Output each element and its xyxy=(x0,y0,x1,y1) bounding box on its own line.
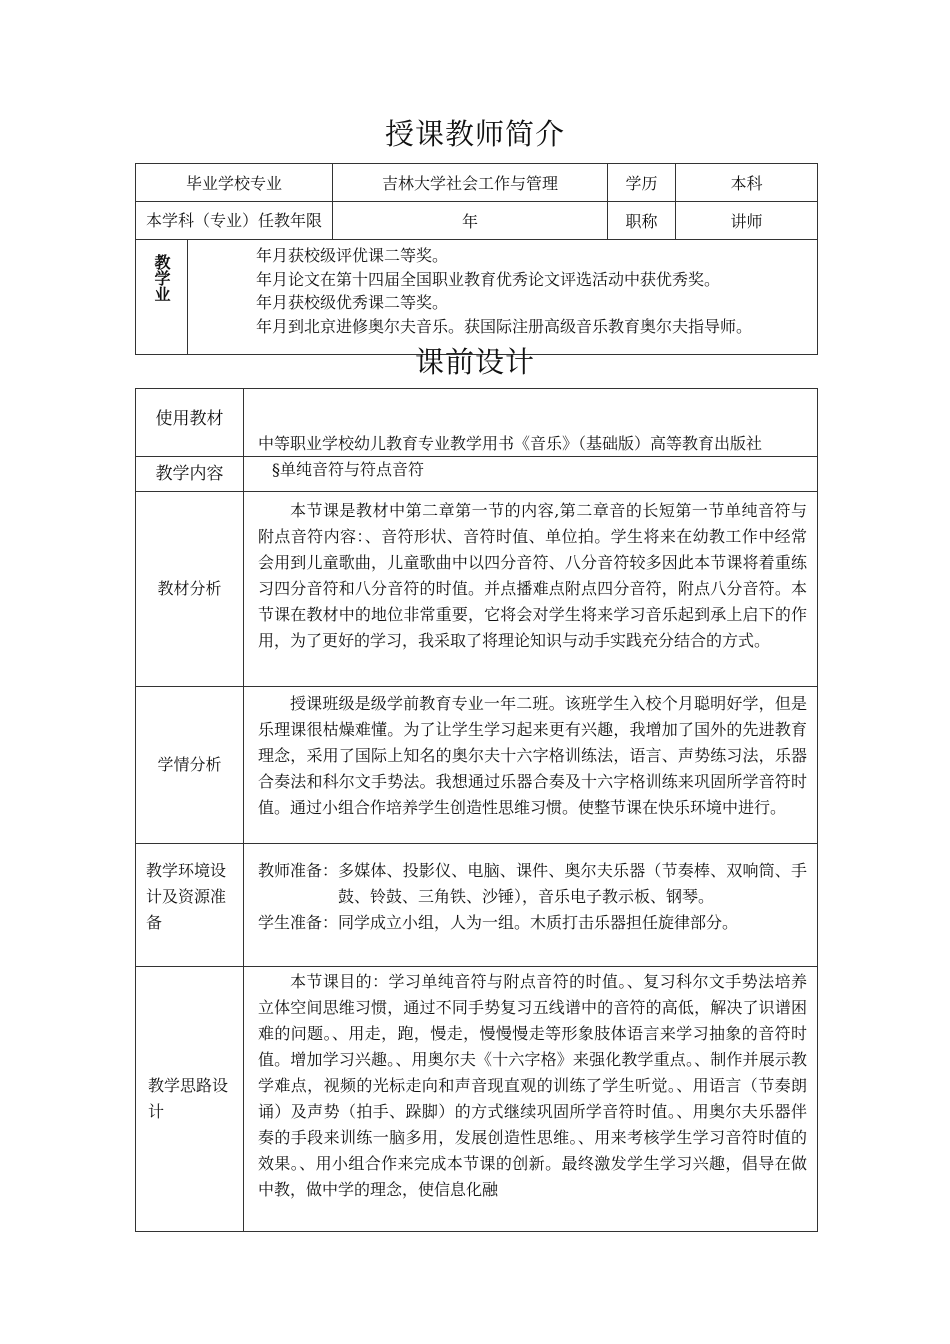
teaching-idea-label: 教学思路设计 xyxy=(136,967,244,1232)
award-item: 年月获校级优秀课二等奖。 xyxy=(256,293,449,312)
student-analysis-text: 授课班级是级学前教育专业一年二班。该班学生入校个月聪明好学，但是乐理课很枯燥难懂。为了让学生学习起来更有兴趣，我增加了国外的先进教育理念，采用了国际上知名的奥尔夫十六字格训练法，语言、声势练习法，乐器合奏法和科尔文手势法。我想通过乐器合奏及十六字格训练来巩固所学音符时值。通过小组合作培养学生创造性思维习惯。使整节课在快乐环境中进行。 xyxy=(244,687,818,844)
material-analysis-text: 本节课是教材中第二章第一节的内容,第二章音的长短第一节单纯音符与附点音符内容：、音符形状、音符时值、单位拍。学生将来在幼教工作中经常会用到儿童歌曲，儿童歌曲中以四分音符、八分音符较多因此本节课将着重练习四分音符和八分音符的时值。并点播难点附点四分音符，附点八分音符。本节课在教材中的地位非常重要，它将会对学生将来学习音乐起到承上启下的作用，为了更好的学习，我采取了将理论知识与动手实践充分结合的方式。 xyxy=(244,492,818,687)
student-prep xyxy=(258,910,807,936)
lesson-design-table xyxy=(135,388,818,1232)
teacher-intro-table xyxy=(135,163,818,355)
award-item: 年月到北京进修奥尔夫音乐。获国际注册高级音乐教育奥尔夫指导师。 xyxy=(256,316,753,336)
textbook-value: 中等职业学校幼儿教育专业教学用书《音乐》（基础版）高等教育出版社 xyxy=(244,389,818,457)
label-school: 毕业学校专业 xyxy=(136,164,333,202)
textbook-label: 使用教材 xyxy=(136,389,244,457)
student-analysis-label: 学情分析 xyxy=(136,687,244,844)
lesson-design-title: 课前设计 xyxy=(414,345,535,379)
years-value: 年 xyxy=(333,202,608,240)
title-value: 讲师 xyxy=(676,202,818,240)
teaching-idea-text: 本节课目的：学习单纯音符与附点音符的时值。、复习科尔文手势法培养立体空间思维习惯，通过不同手势复习五线谱中的音符的高低，解决了识谱困难的问题。、用走，跑，慢走，慢慢慢走等形象肢体语言来学习抽象的音符时值。增加学习兴趣。、用奥尔夫《十六字格》来强化教学重点。、制作并展示教学难点，视频的光标走向和声音现直观的训练了学生听觉。、用语言（节奏朗诵）及声势（拍手、跺脚）的方式继续巩固所学音符时值。、用奥尔夫乐器伴奏的手段来训练一脑多用，发展创造性思维。、用来考核学生学习音符时值的效果。、用小组合作来完成本节课的创新。最终激发学生学习兴趣，倡导在做中教，做中学的理念，使信息化融 xyxy=(258,972,807,1199)
school-value: 吉林大学社会工作与管理 xyxy=(333,164,608,202)
teacher-intro-title: 授课教师简介 xyxy=(384,117,565,151)
degree-value: 本科 xyxy=(676,164,818,202)
label-title: 职称 xyxy=(608,202,676,240)
teacher-prep-label: 教师准备： xyxy=(258,861,339,880)
student-prep-text: 同学成立小组，人为一组。木质打击乐器担任旋律部分。 xyxy=(338,913,739,932)
teacher-prep-text: 多媒体、投影仪、电脑、课件、奥尔夫乐器（节奏棒、双响筒、手鼓、铃鼓、三角铁、沙锤），音乐电子教示板、钢琴。 xyxy=(338,861,807,906)
student-prep-label: 学生准备： xyxy=(258,913,339,932)
side-label: 教学业 xyxy=(152,254,171,302)
award-item: 年月获校级评优课二等奖。 xyxy=(256,246,449,265)
award-item: 年月论文在第十四届全国职业教育优秀论文评选活动中获优秀奖。 xyxy=(256,269,721,289)
environment-cell xyxy=(244,844,818,967)
label-degree: 学历 xyxy=(608,164,676,202)
label-years: 本学科（专业）任教年限 xyxy=(136,202,333,240)
material-analysis-label: 教材分析 xyxy=(136,492,244,687)
teaching-idea-cell xyxy=(244,967,818,1232)
teacher-prep xyxy=(258,858,807,910)
side-label-cell xyxy=(136,240,188,355)
environment-label: 教学环境设计及资源准备 xyxy=(136,844,244,967)
content-value: §单纯音符与符点音符 xyxy=(244,457,818,492)
content-label: 教学内容 xyxy=(136,457,244,492)
awards-cell xyxy=(188,240,818,355)
teaching-idea-clip xyxy=(258,967,807,1231)
